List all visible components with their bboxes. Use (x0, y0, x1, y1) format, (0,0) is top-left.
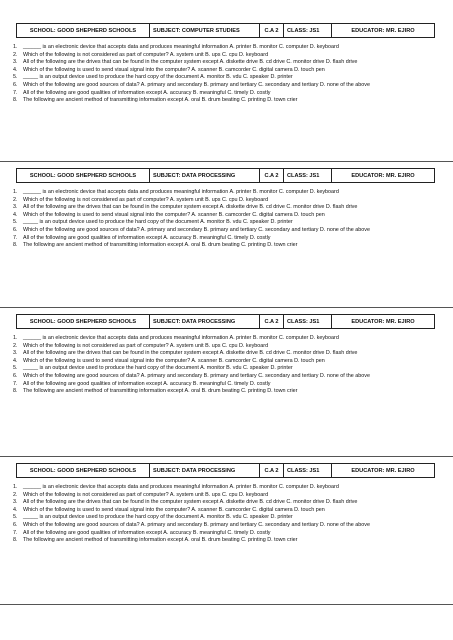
question-item: 3. All of the following are the drives that can be found in the computer system except A. diskette drive B. cd drive C. monitor drive D. flash drive (19, 59, 449, 67)
question-item: 7. All of the following are good qualities of information except A. accuracy B. meaningful C. timely D. costly (19, 381, 449, 389)
question-item: 8. The following are ancient method of transmitting information except A. oral B. drum beating C. printing D. town crier (19, 388, 449, 396)
header-educator: EDUCATOR: MR. EJIRO (351, 27, 415, 34)
header-ca: C.A 2 (260, 169, 284, 182)
header-ca: C.A 2 (260, 315, 284, 328)
question-item: 3. All of the following are the drives that can be found in the computer system except A. diskette drive B. cd drive C. monitor drive D. flash drive (19, 499, 449, 507)
question-item: 6. Which of the following are good sources of data? A. primary and secondary B. primary and tertiary C. secondary and tertiary D. none of the above (19, 82, 449, 90)
question-item: 8. The following are ancient method of transmitting information except A. oral B. drum beating C. printing D. town crier (19, 97, 449, 105)
question-item: 2. Which of the following is not considered as part of computer? A. system unit B. ups C. cpu D. keyboard (19, 52, 449, 60)
header-educator: EDUCATOR: MR. EJIRO (351, 467, 415, 474)
question-item: 4. Which of the following is used to send visual signal into the computer? A. scanner B. camcorder C. digital camera D. touch pen (19, 212, 449, 220)
question-item: 5. _____ is an output device used to produce the hard copy of the document A. monitor B. vdu C. speaker D. printer (19, 365, 449, 373)
header-subject: SUBJECT: COMPUTER STUDIES (150, 24, 260, 37)
question-item: 5. _____ is an output device used to produce the hard copy of the document A. monitor B. vdu C. speaker D. printer (19, 219, 449, 227)
question-item: 1. ______ is an electronic device that accepts data and produces meaningful information A. printer B. monitor C. computer D. keyboard (19, 44, 449, 52)
question-item: 1. ______ is an electronic device that accepts data and produces meaningful information A. printer B. monitor C. computer D. keyboard (19, 484, 449, 492)
header-class: CLASS: JS1 (284, 315, 332, 328)
question-item: 8. The following are ancient method of transmitting information except A. oral B. drum beating C. printing D. town crier (19, 537, 449, 545)
question-item: 5. _____ is an output device used to produce the hard copy of the document A. monitor B. vdu C. speaker D. printer (19, 514, 449, 522)
header-school: SCHOOL: GOOD SHEPHERD SCHOOLS (17, 169, 150, 182)
header-ca: C.A 2 (260, 24, 284, 37)
header-educator: EDUCATOR: MR. EJIRO (351, 172, 415, 179)
question-item: 2. Which of the following is not considered as part of computer? A. system unit B. ups C. cpu D. keyboard (19, 197, 449, 205)
header-school: SCHOOL: GOOD SHEPHERD SCHOOLS (17, 24, 150, 37)
question-item: 4. Which of the following is used to send visual signal into the computer? A. scanner B. camcorder C. digital camera D. touch pen (19, 507, 449, 515)
question-list (6, 335, 449, 396)
header-school: SCHOOL: GOOD SHEPHERD SCHOOLS (17, 464, 150, 477)
header-class: CLASS: JS1 (284, 24, 332, 37)
question-list (6, 44, 449, 105)
question-item: 6. Which of the following are good sources of data? A. primary and secondary B. primary and tertiary C. secondary and tertiary D. none of the above (19, 522, 449, 530)
section-divider (0, 307, 453, 308)
question-list (6, 189, 449, 250)
question-list (6, 484, 449, 545)
question-item: 4. Which of the following is used to send visual signal into the computer? A. scanner B. camcorder C. digital camera D. touch pen (19, 67, 449, 75)
header-subject: SUBJECT: DATA PROCESSING (150, 169, 260, 182)
section-divider (0, 604, 453, 605)
exam-header (16, 314, 435, 329)
header-educator: EDUCATOR: MR. EJIRO (351, 318, 415, 325)
section-divider (0, 456, 453, 457)
header-class: CLASS: JS1 (284, 169, 332, 182)
question-item: 7. All of the following are good qualities of information except A. accuracy B. meaningful C. timely D. costly (19, 530, 449, 538)
question-item: 6. Which of the following are good sources of data? A. primary and secondary B. primary and tertiary C. secondary and tertiary D. none of the above (19, 373, 449, 381)
question-item: 6. Which of the following are good sources of data? A. primary and secondary B. primary and tertiary C. secondary and tertiary D. none of the above (19, 227, 449, 235)
question-item: 8. The following are ancient method of transmitting information except A. oral B. drum beating C. printing D. town crier (19, 242, 449, 250)
section-divider (0, 161, 453, 162)
question-item: 2. Which of the following is not considered as part of computer? A. system unit B. ups C. cpu D. keyboard (19, 492, 449, 500)
question-item: 7. All of the following are good qualities of information except A. accuracy B. meaningful C. timely D. costly (19, 235, 449, 243)
question-item: 1. ______ is an electronic device that accepts data and produces meaningful information A. printer B. monitor C. computer D. keyboard (19, 189, 449, 197)
question-item: 7. All of the following are good qualities of information except A. accuracy B. meaningful C. timely D. costly (19, 90, 449, 98)
exam-header (16, 23, 435, 38)
header-school: SCHOOL: GOOD SHEPHERD SCHOOLS (17, 315, 150, 328)
question-item: 4. Which of the following is used to send visual signal into the computer? A. scanner B. camcorder C. digital camera D. touch pen (19, 358, 449, 366)
question-item: 3. All of the following are the drives that can be found in the computer system except A. diskette drive B. cd drive C. monitor drive D. flash drive (19, 204, 449, 212)
question-item: 1. ______ is an electronic device that accepts data and produces meaningful information A. printer B. monitor C. computer D. keyboard (19, 335, 449, 343)
header-subject: SUBJECT: DATA PROCESSING (150, 464, 260, 477)
exam-header (16, 168, 435, 183)
question-item: 3. All of the following are the drives that can be found in the computer system except A. diskette drive B. cd drive C. monitor drive D. flash drive (19, 350, 449, 358)
header-subject: SUBJECT: DATA PROCESSING (150, 315, 260, 328)
question-item: 2. Which of the following is not considered as part of computer? A. system unit B. ups C. cpu D. keyboard (19, 343, 449, 351)
question-item: 5. _____ is an output device used to produce the hard copy of the document A. monitor B. vdu C. speaker D. printer (19, 74, 449, 82)
exam-header (16, 463, 435, 478)
header-class: CLASS: JS1 (284, 464, 332, 477)
header-ca: C.A 2 (260, 464, 284, 477)
